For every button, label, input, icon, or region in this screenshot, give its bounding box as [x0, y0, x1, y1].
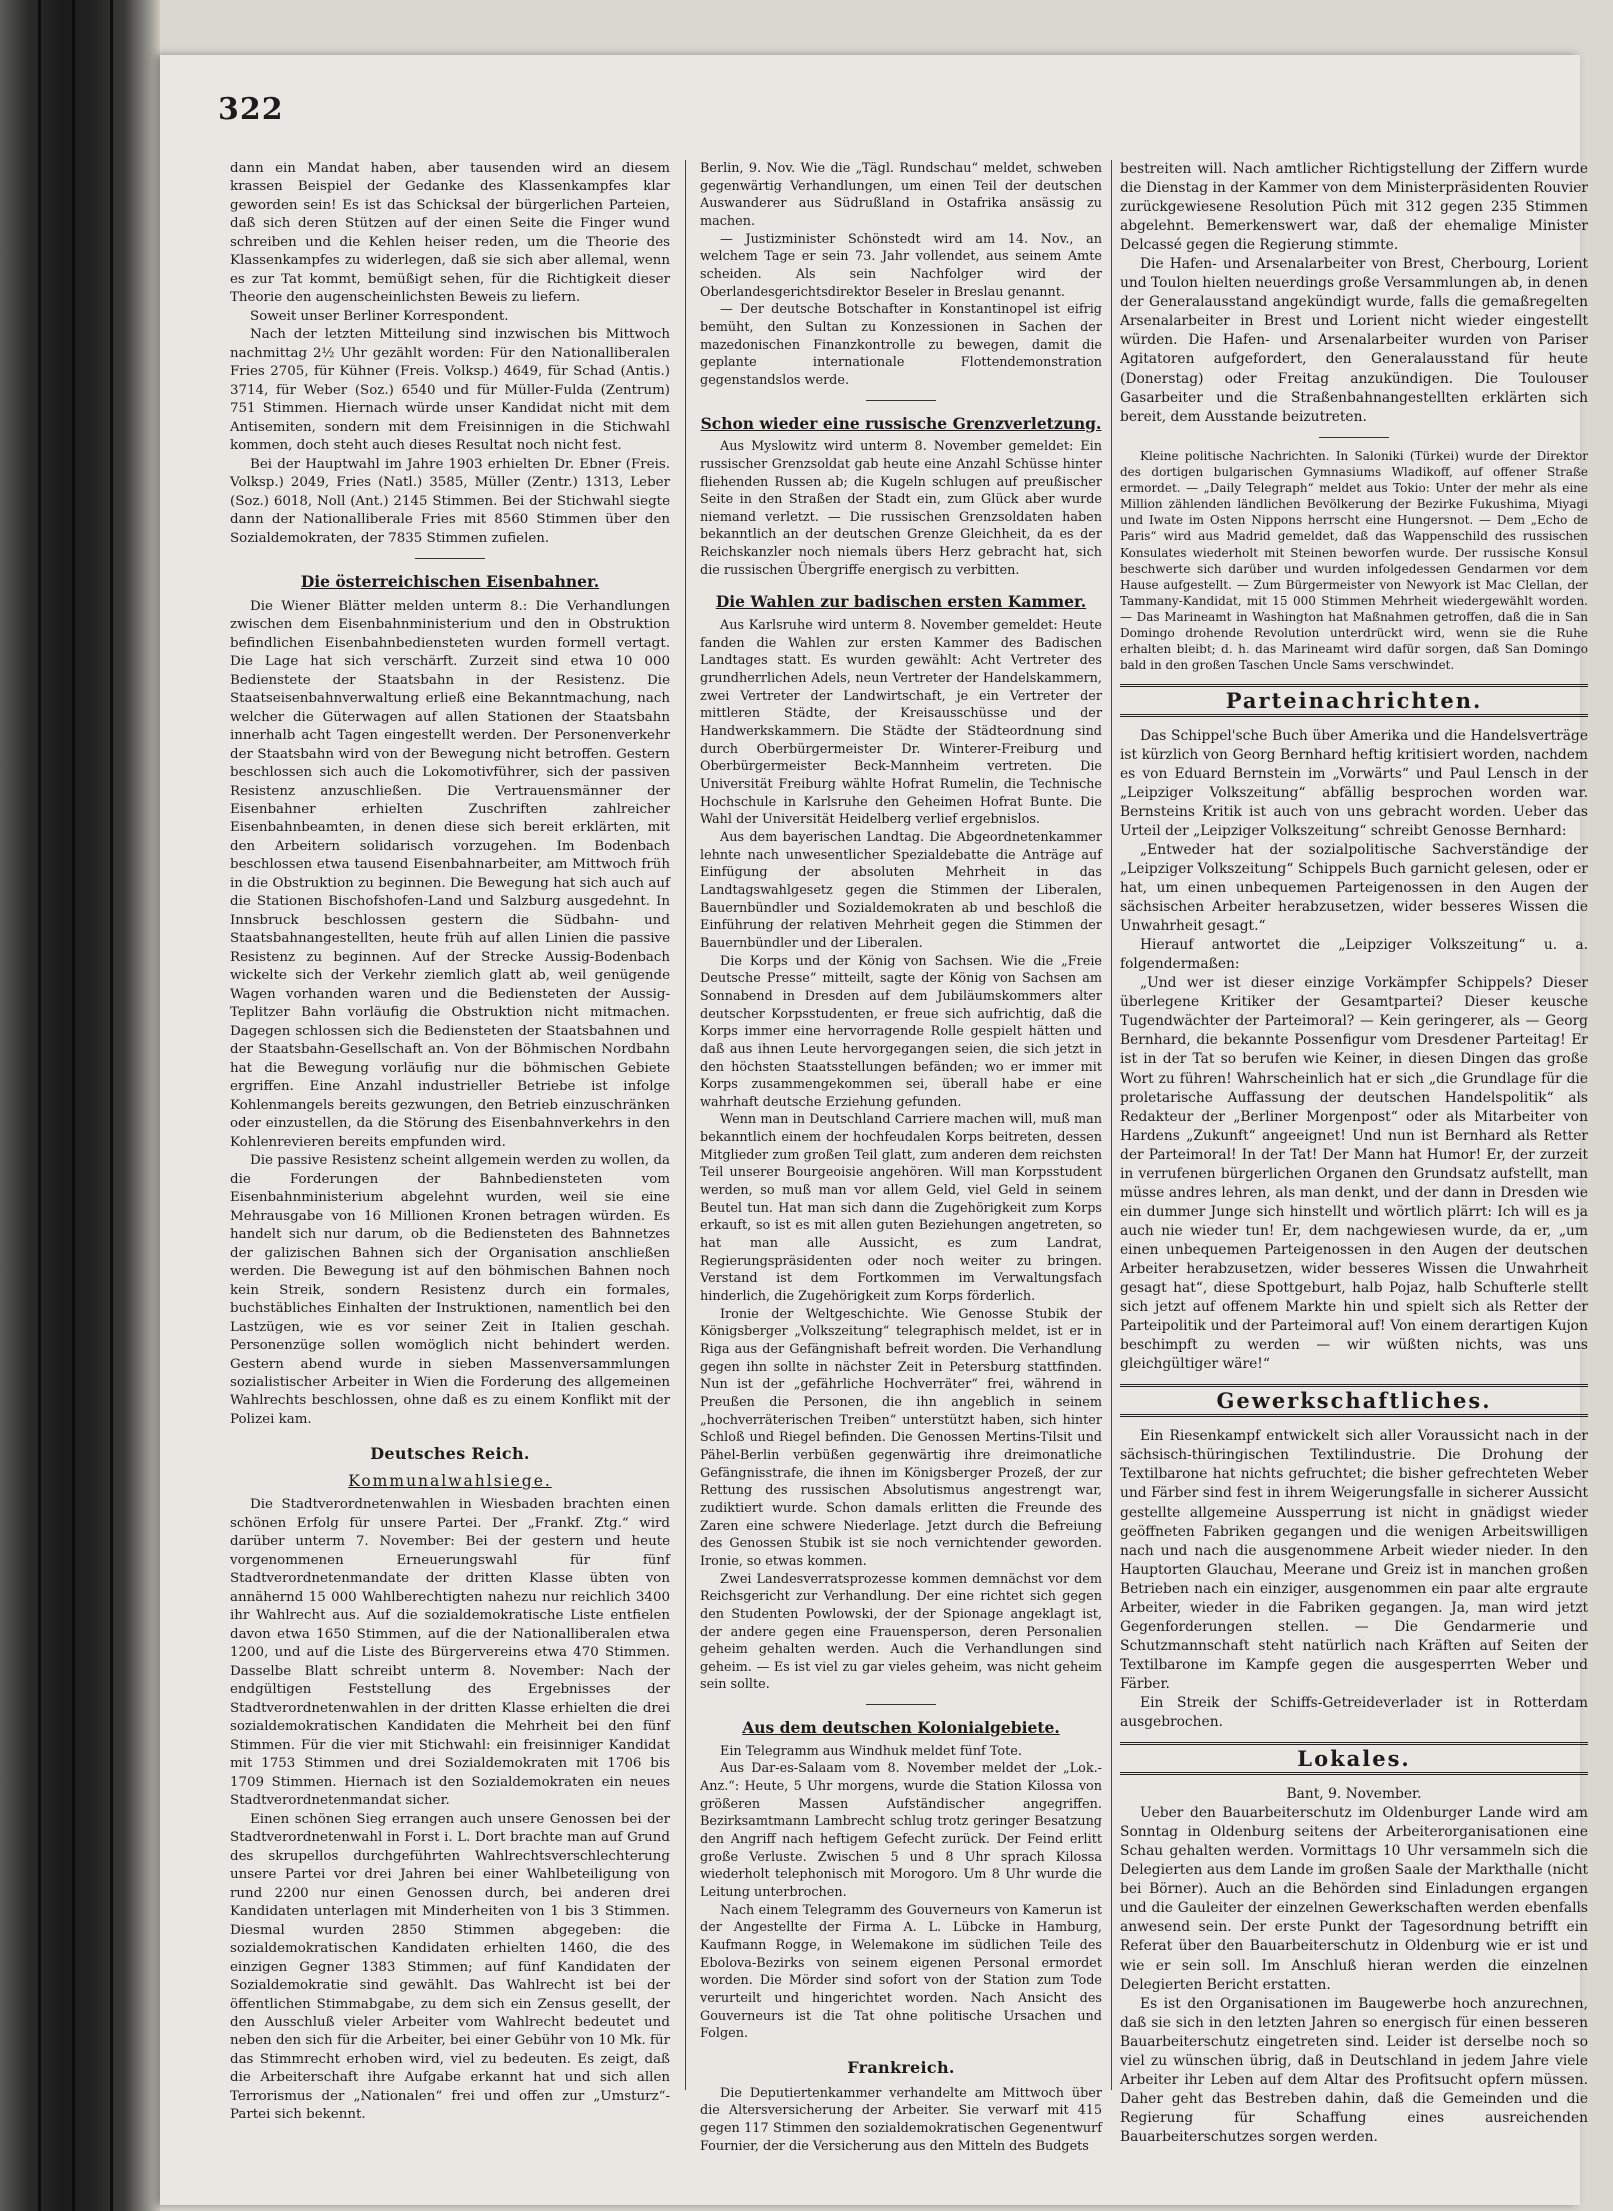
article-paragraph: bestreiten will. Nach amtlicher Richtigstellung der Ziffern wurde die Dienstag in der Kammer von dem Ministerpräsidenten Rouvier zurückgewiesene Resolution Püch mit 312 gegen 235 Stimmen abgelehnt. Bemerkenswert war, daß der ehemalige Minister Delcassé gegen die Regierung stimmte.	[1120, 161, 1588, 254]
article-paragraph: Hierauf antwortet die „Leipziger Volkszeitung“ u. a. folgendermaßen:	[1120, 937, 1588, 973]
article-paragraph: dann ein Mandat haben, aber tausenden wird an diesem krassen Beispiel der Gedanke des Klassenkampfes klar geworden sein! Es ist das Schicksal der bürgerlichen Parteien, daß sich deren Stützen auf der einen Seite die Finger wund schreiben und die Kehlen heiser reden, um die Theorie des Klassenkampfes zu widerlegen, daß sie sich aber allemal, wenn es zur Tat kommt, bemüßigt sehen, für die Richtigkeit dieser Theorie den augenscheinlichsten Beweis zu liefern.	[230, 161, 670, 306]
article-paragraph: Die Deputiertenkammer verhandelte am Mittwoch über die Altersversicherung der Arbeiter. Sie verwarf mit 415 gegen 117 Stimmen den sozialdemokratischen Gegenentwurf Fournier, der die Versicherung aus den Mitteln des Budgets	[700, 2085, 1102, 2154]
article-paragraph: Die Korps und der König von Sachsen. Wie die „Freie Deutsche Presse“ mitteilt, sagte der König von Sachsen am Sonnabend in Dresden auf dem Jubiläumskommers alter deutscher Korpsstudenten, er freue sich aufrichtig, daß die Korps immer eine hervorragende Rolle gespielt hätten und daß aus ihnen Leute hervorgegangen seien, die sich jetzt in den höchsten Staatsstellungen befänden; wo er immer mit Korps zusammengekommen sei, überall habe er eine wahrhaft deutsche Erziehung gefunden.	[700, 953, 1102, 1110]
article-paragraph: Nach einem Telegramm des Gouverneurs von Kamerun ist der Angestellte der Firma A. L. Lübcke in Hamburg, Kaufmann Rogge, in Welemakone im südlichen Teile des Ebolova-Bezirks von seinem eigenen Personal ermordet worden. Die Mörder sind sofort von der Station zum Tode verurteilt und hingerichtet worden. Nach Ansicht des Gouverneurs ist die Tat ohne politische Ursachen und Folgen.	[700, 1902, 1102, 2042]
article-paragraph: Bei der Hauptwahl im Jahre 1903 erhielten Dr. Ebner (Freis. Volksp.) 2049, Fries (Natl.) 3585, Müller (Zentr.) 1313, Leber (Soz.) 6018, Noll (Ant.) 2145 Stimmen. Bei der Stichwahl siegte dann der Nationalliberale Fries mit 8560 Stimmen über den Sozialdemokraten, der 7835 Stimmen zufielen.	[230, 456, 670, 546]
article-paragraph: „Und wer ist dieser einzige Vorkämpfer Schippels? Dieser überlegene Kritiker der Gesamtpartei? Dieser keusche Tugendwächter der Parteimoral? — Kein geringerer, als — Georg Bernhard, die bekannte Possenfigur vom Dresdener Parteitag! Er ist in der Tat so berufen wie Keiner, in diesen Dingen das große Wort zu führen! Wahrscheinlich hat er sich „die Grundlage für die proletarische Auffassung der deutschen Handelspolitik“ als Redakteur der „Berliner Morgenpost“ oder als Mitarbeiter von Hardens „Zukunft“ angeeignet! Und nun ist Bernhard als Retter der Parteimoral! In der Tat! Der Mann hat Humor! Er, der zurzeit in verrufenen bürgerlichen Organen den Grundsatz aufstellt, man müsse andres lehren, als man denkt, und der dann in Dresden wie ein dummer Junge sich hinstellt und wörtlich plärrt: Ich will es ja auch nie wieder tun! Er, dem nachgewiesen wurde, da er, „um einen unbequemen Parteigenossen in den Augen der deutschen Arbeiter herabzusetzen, wider besseres Wissen die Unwahrheit gesagt hat“, diese Spottgeburt, halb Pojaz, halb Schufterle stellt sich jetzt auf offenem Markte hin und spielt sich als Retter der Parteipolitik und der Parteimoral auf! Von einem derartigen Kujon beschimpft zu werden — wir wüßten nichts, was uns gleichgültiger wäre!“	[1120, 975, 1588, 1373]
article-paragraph: Ein Riesenkampf entwickelt sich aller Voraussicht nach in der sächsisch-thüringischen Textilindustrie. Die Drohung der Textilbarone hat nichts gefruchtet; die bisher gefrechteten Weber und Färber sind fest in ihrem Weigerungsfalle in sicherer Aussicht gestellte allgemeine Aussperrung ist nicht in gnädigst wieder geöffneten Fabriken gegangen und die wenigen Arbeitswilligen nach und nach die ausgenommene Arbeit wieder nieder. In den Hauptorten Glauchau, Meerane und Greiz ist in manchen großen Betrieben nach ein einziger, ausgenommen ein paar alte ergraute Arbeiter, wieder in die Fabriken gegangen. Ja, man wird jetzt Gegenforderungen stellen. — Die Gendarmerie und Schutzmannschaft steht natürlich nach Kräften auf Seiten der Textilbarone im Kampfe gegen die ausgesperrten Weber und Färber.	[1120, 1428, 1588, 1692]
article-paragraph: Aus dem bayerischen Landtag. Die Abgeordnetenkammer lehnte nach unwesentlicher Spezialdebatte die Anträge auf Einfügung der absoluten Mehrheit in das Landtagswahlgesetz gegen die Stimmen der Liberalen, Bauernbündler und Sozialdemokraten ab und beschloß die Einführung der relativen Mehrheit gegen die Stimmen der Bauernbündler und der Liberalen.	[700, 829, 1102, 951]
article-paragraph: — Justizminister Schönstedt wird am 14. Nov., an welchem Tage er sein 73. Jahr vollendet, aus seinem Amte scheiden. Als sein Nachfolger wird der Oberlandesgerichtsdirektor Beseler in Breslau genannt.	[700, 231, 1102, 300]
article-paragraph: Kleine politische Nachrichten. In Saloniki (Türkei) wurde der Direktor des dortigen bulgarischen Gymnasiums Wladikoff, auf offener Straße ermordet. — „Daily Telegraph“ meldet aus Tokio: Unter der mehr als eine Million zählenden ländlichen Bevölkerung der Bezirke Fukushima, Miyagi und Iwate im Osten Nippons herrscht eine Hungersnot. — Dem „Echo de Paris“ wird aus Madrid gemeldet, daß das Wappenschild des russischen Konsulates wiederholt mit Steinen beworfen wurde. Der russische Konsul beschwerte sich darüber und wurden infolgedessen Gendarmen vor dem Hause aufgestellt. — Zum Bürgermeister von Newyork ist Mac Clellan, der Tammany-Kandidat, mit 15 000 Stimmen Mehrheit wiedergewählt worden. — Das Marineamt in Washington hat Maßnahmen getroffen, daß die in San Domingo drohende Revolution unterdrückt wird, wenn sie die Ruhe erhalten bleibt; d. h. das Marineamt wird dafür sorgen, daß San Domingo bald in den großen Taschen Uncle Sams verschwindet.	[1120, 448, 1588, 673]
column-3	[1120, 160, 1588, 2147]
divider	[1319, 437, 1389, 438]
column-rule	[1111, 160, 1112, 2090]
section-box-heading: Lokales.	[1120, 1742, 1588, 1775]
article-paragraph: „Entweder hat der sozialpolitische Sachverständige der „Leipziger Volkszeitung“ Schippels Buch garnicht gelesen, oder er hat, um einen unbequemen Parteigenossen in den Augen der sächsischen Arbeiter herabzusetzen, wider besseres Wissen die Unwahrheit gesagt.“	[1120, 841, 1588, 935]
article-paragraph: Nach der letzten Mitteilung sind inzwischen bis Mittwoch nachmittag 2½ Uhr gezählt worden: Für den Nationalliberalen Fries 2705, für Kühner (Freis. Volksp.) 4649, für Schad (Antis.) 3714, für Weber (Soz.) 6540 und für Müller-Fulda (Zentrum) 751 Stimmen. Hiernach würde unser Kandidat nicht mit dem Antisemiten, sondern mit dem Freisinnigen in die Stichwahl kommen, doch steht auch dieses Resultat noch nicht fest.	[230, 327, 670, 454]
section-heading: Schon wieder eine russische Grenzverletzung.	[700, 413, 1102, 433]
dateline: Bant, 9. November.	[1286, 1786, 1422, 1803]
article-paragraph: Wenn man in Deutschland Carriere machen will, muß man bekanntlich einem der hochfeudalen Korps beitreten, dessen Mitglieder zum großen Teil glatt, zum anderen dem reichsten Teil unserer Bourgeoisie angehören. Will man Korpsstudent werden, so muß man vor allem Geld, viel Geld in seinem Beutel tun. Hat man sich dann die Zugehörigkeit zum Korps erkauft, so ist es mit allen guten Beziehungen angetreten, so hat man alle Aussicht, es zum Landrat, Regierungspräsidenten oder noch weiter zu bringen. Verstand ist dem Fortkommen im Verwaltungsfach hinderlich, die Zugehörigkeit zum Korps förderlich.	[700, 1112, 1102, 1305]
article-paragraph: Berlin, 9. Nov. Wie die „Tägl. Rundschau“ meldet, schweben gegenwärtig Verhandlungen, um einen Teil der deutschen Auswanderer aus Südrußland in Ostafrika ansässig zu machen.	[700, 161, 1102, 229]
section-heading: Die österreichischen Eisenbahner.	[300, 572, 600, 592]
article-paragraph: Die Stadtverordnetenwahlen in Wiesbaden brachten einen schönen Erfolg für unsere Partei. Der „Frankf. Ztg.“ wird darüber unterm 7. November: Bei der gestern und heute vorgenommenen Erneuerungswahl für fünf Stadtverordnetenmandate der dritten Klasse übten von annähernd 15 000 Wahlberechtigten nahezu nur reichlich 3400 ihr Wahlrecht aus. Auf die sozialdemokratische Liste entfielen davon etwa 1650 Stimmen, auf die der Nationalliberalen etwa 1200, und auf die Liste des Bürgervereins etwa 470 Stimmen. Dasselbe Blatt schreibt unterm 8. November: Nach der endgültigen Feststellung des Ergebnisses der Stadtverordnetenwahlen in der dritten Klasse erhielten die drei sozialdemokratischen Kandidaten die Mehrheit bei den fünf Stimmen. Für die vier mit Stichwahl: ein freisinniger Kandidat mit 1753 Stimmen und drei Sozialdemokraten mit 1706 bis 1709 Stimmen. Hiernach ist den Sozialdemokraten ein neues Stadtverordnetenmandat sicher.	[230, 1497, 670, 1809]
article-paragraph: Die passive Resistenz scheint allgemein werden zu wollen, da die Forderungen der Bahnbediensteten vom Eisenbahnministerium abgelehnt wurden, weil sie eine Mehrausgabe von 16 Millionen Kronen betragen würden. Es handelt sich nur darum, ob die Bediensteten des Bahnnetzes der galizischen Bahnen sich der Organisation anschließen werden. Die Bewegung ist auf den böhmischen Bahnen noch kein Streik, sondern Resistenz durch ein formales, buchstäbliches Einhalten der Instruktionen, namentlich bei den Lastzügen, wie es vor seiner Zeit in Italien geschah. Personenzüge sollen womöglich nicht behindert werden. Gestern abend wurde in sieben Massenversammlungen sozialistischer Arbeiter in Wien die Forderung des allgemeinen Wahlrechts beschlossen, ohne daß es zu einem Konflikt mit der Polizei kam.	[230, 1153, 670, 1427]
section-box-heading: Gewerkschaftliches.	[1120, 1384, 1588, 1417]
section-heading: Deutsches Reich.	[370, 1444, 530, 1464]
article-paragraph: Ironie der Weltgeschichte. Wie Genosse Stubik der Königsberger „Volkszeitung“ telegraphisch meldet, ist er in Riga aus der Gefängnishaft befreit worden. Die Verhandlung gegen ihn sollte in nächster Zeit in Petersburg stattfinden. Nun ist der „gefährliche Hochverräter“ frei, während in Preußen die Personen, die ihn angeblich in seinem „hochverräterischen Treiben“ unterstützt haben, sich hinter Schloß und Riegel befinden. Die Genossen Mertins-Tilsit und Pähel-Berlin verbüßen gegenwärtig ihre dreimonatliche Gefängnisstrafe, die ihnen im Königsberger Prozeß, der zur Rettung des russischen Absolutismus angestrengt war, zudiktiert wurde. Schon damals erlitten die Freunde des Zaren eine schwere Niederlage. Jetzt durch die Befreiung des Genossen Stubik ist sie noch vernichtender geworden. Ironie, so etwas kommen.	[700, 1306, 1102, 1569]
divider	[415, 558, 485, 559]
article-paragraph: Es ist den Organisationen im Baugewerbe hoch anzurechnen, daß sie sich in den letzten Jahren so energisch für einen besseren Bauarbeiterschutz eingetreten sind. Leider ist derselbe noch so viel zu wünschen übrig, daß in Deutschland in jedem Jahre viele Arbeiter ihr Leben auf dem Altar des Profitsucht opfern müssen. Daher geht das Bestreben dahin, daß die Gemeinden und die Regierung für Schaffung eines ausreichenden Bauarbeiterschutzes sorgen werden.	[1120, 1995, 1588, 2145]
article-paragraph: — Der deutsche Botschafter in Konstantinopel ist eifrig bemüht, den Sultan zu Konzessionen in Sachen der mazedonischen Finanzkontrolle zu bewegen, damit die geplante internationale Flottendemonstration gegenstandslos werde.	[700, 302, 1102, 388]
article-paragraph: Einen schönen Sieg errangen auch unsere Genossen bei der Stadtverordnetenwahl in Forst i. L. Dort brachte man auf Grund des skrupellos durchgeführten Wahlrechtsverschlechterung unsere Partei vor drei Jahren bei einer Wahlbeteiligung von rund 2200 nur einen Genossen durch, bei anderen drei Kandidaten unterlagen mit Minderheiten von 1 bis 3 Stimmen. Diesmal wurden 2850 Stimmen abgegeben: die sozialdemokratischen Kandidaten erhielten 1460, die des einzigen Gegner 1383 Stimmen; auf fünf Kandidaten der Sozialdemokratie sind gewählt. Das Wahlrecht ist bei der öffentlichen Stimmabgabe, zu dem sich ein Zensus gesellt, der den Ausschluß vieler Arbeiter vom Wahlrecht bedeutet und neben den sich für die Arbeiter, bei einer Gebühr von 10 Mk. für das Stimmrecht erhoben wird, viel zu bedeuten. Es zeigt, daß die Arbeiterschaft ihre Aufgabe erkannt hat und sich allen Terrorismus der „Nationalen“ frei und offen zur „Umsturz“-Partei sich bekennt.	[230, 1811, 670, 2123]
article-paragraph: Zwei Landesverratsprozesse kommen demnächst vor dem Reichsgericht zur Verhandlung. Der eine richtet sich gegen den Studenten Powlowski, der der Spionage angeklagt ist, der andere gegen eine Frauensperson, deren Personalien geheim gehalten werden. Auch die Verhandlungen sind geheim. — Es ist viel zu gar vieles geheim, was nicht geheim sein sollte.	[700, 1571, 1102, 1693]
article-paragraph: Aus Karlsruhe wird unterm 8. November gemeldet: Heute fanden die Wahlen zur ersten Kammer des Badischen Landtages statt. Es wurden gewählt: Acht Vertreter des grundherrlichen Adels, neun Vertreter der Handelskammern, zwei Vertreter der Landwirtschaft, je ein Vertreter der mittleren Städte, der Kreisausschüsse und der Handwerkskammern. Die Städte der Städteordnung sind durch Oberbürgermeister Dr. Winterer-Freiburg und Oberbürgermeister Beck-Mannheim vertreten. Die Universität Freiburg wählte Hofrat Rumelin, die Technische Hochschule in Karlsruhe den Geheimen Hofrat Bunte. Die Wahl der Universität Heidelberg verlief ergebnislos.	[700, 618, 1102, 828]
section-heading: Frankreich.	[847, 2057, 955, 2077]
divider	[866, 400, 936, 401]
subsection-heading: Kommunalwahlsiege.	[348, 1471, 552, 1490]
article-paragraph: Ein Streik der Schiffs-Getreideverlader ist in Rotterdam ausgebrochen.	[1120, 1694, 1588, 1731]
article-paragraph: Soweit unser Berliner Korrespondent.	[250, 308, 509, 324]
article-paragraph: Aus Dar-es-Salaam vom 8. November meldet der „Lok.-Anz.“: Heute, 5 Uhr morgens, wurde die Station Kilossa von größeren Massen Aufständischer angegriffen. Bezirksamtmann Lambrecht schlug trotz geringer Besatzung den Angriff nach heftigem Gefecht zurück. Der Feind erlitt große Verluste. Zwischen 5 und 8 Uhr sprach Kilossa wiederholt telephonisch mit Morogoro. Um 8 Uhr wurde die Leitung unterbrochen.	[700, 1761, 1102, 1901]
article-paragraph: Das Schippel'sche Buch über Amerika und die Handelsverträge ist kürzlich von Georg Bernhard heftig kritisiert worden, nachdem es von Eduard Bernstein im „Vorwärts“ und Paul Lensch in der „Leipziger Volkszeitung“ abfällig besprochen worden war. Bernsteins Kritik ist auch von uns gebracht worden. Ueber das Urteil der „Leipziger Volkszeitung“ schreibt Genosse Bernhard:	[1120, 727, 1588, 839]
section-box-heading: Parteinachrichten.	[1120, 684, 1588, 717]
article-paragraph: Ueber den Bauarbeiterschutz im Oldenburger Lande wird am Sonntag in Oldenburg seitens der Arbeiterorganisationen eine Schau gehalten werden. Vormittags 10 Uhr versammeln sich die Delegierten aus dem Lande im großen Saale der Markthalle (nicht bei Börner). Auch an die Behörden sind Einladungen ergangen und die Gauleiter der einzelnen Gewerkschaften werden ebenfalls anwesend sein. Der erste Punkt der Tagesordnung betrifft ein Referat über den Bauarbeiterschutz in Oldenburg wie er ist und wie er sein soll. Im Anschluß hieran werden die einzelnen Delegierten Bericht erstatten.	[1120, 1805, 1588, 1993]
column-rule	[685, 160, 686, 2090]
section-heading: Aus dem deutschen Kolonialgebiete.	[742, 1718, 1060, 1738]
column-1	[230, 160, 670, 2125]
column-2	[700, 160, 1102, 2155]
article-paragraph: Ein Telegramm aus Windhuk meldet fünf Tote.	[720, 1743, 1022, 1759]
page-number: 322	[218, 92, 284, 127]
divider	[866, 1704, 936, 1705]
article-paragraph: Aus Myslowitz wird unterm 8. November gemeldet: Ein russischer Grenzsoldat gab heute eine Anzahl Schüsse hinter fliehenden Russen ab; die Kugeln schlugen auf preußischer Seite in den Straßen der Stadt ein, zum Glück aber wurde niemand verletzt. — Die russischen Grenzsoldaten haben bekanntlich an der deutschen Grenze Gleichheit, da es der Reichskanzler noch niemals übers Herz gebracht hat, sich die russischen Übergriffe energisch zu verbitten.	[700, 439, 1102, 578]
section-heading: Die Wahlen zur badischen ersten Kammer.	[715, 592, 1087, 612]
article-paragraph: Die Wiener Blätter melden unterm 8.: Die Verhandlungen zwischen dem Eisenbahnministerium und den in Obstruktion befindlichen Eisenbahnbediensteten wurden formell vertagt. Die Lage hat sich verschärft. Zurzeit sind etwa 10 000 Bedienstete der Staatsbahn in der Resistenz. Die Staatseisenbahnverwaltung erließ eine Bekanntmachung, nach welcher die Güterwagen auf allen Stationen der Staatsbahn innerhalb acht Tagen eingestellt werden. Der Personenverkehr der Staatsbahn wird von der Bewegung nicht betroffen. Gestern beschlossen sich auch die Lokomotivführer, sich der passiven Resistenz anzuschließen. Die Vertrauensmänner der Eisenbahner erhielten Zuschriften zahlreicher Eisenbahnbeamten, in denen diese sich bereit erklärten, mit den Arbeitern solidarisch vorzugehen. Im Bodenbach beschlossen etwa tausend Eisenbahnarbeiter, am Mittwoch früh in die Obstruktion zu beginnen. Die Bewegung hat sich auch auf die Stationen Bischofshofen-Land und Salzburg ausgedehnt. In Innsbruck beschlossen gestern die Südbahn- und Staatsbahnangestellten, heute früh auf allen Linien die passive Resistenz zu beginnen. Auf der Strecke Aussig-Bodenbach wickelte sich der Verkehr ziemlich glatt ab, weil genügende Wagen vorhanden waren und die Bediensteten der Aussig-Teplitzer Bahn vorläufig die Obstruktion nicht mitmachen. Dagegen schlossen sich die Bediensteten der Staatsbahnen und der Staatsbahn-Gesellschaft an. Von der Böhmischen Nordbahn hat die Bewegung vorläufig nur die böhmischen Gebiete ergriffen. Eine Anzahl industrieller Betriebe ist infolge Kohlenmangels bereits gezwungen, den Betrieb einzuschränken oder einzustellen, da die Störung des Eisenbahnverkehrs in den Kohlenrevieren bereits empfunden wird.	[230, 598, 670, 1150]
book-binding	[0, 0, 160, 2211]
article-paragraph: Die Hafen- und Arsenalarbeiter von Brest, Cherbourg, Lorient und Toulon hielten neuerdings große Versammlungen ab, in denen der Generalausstand angekündigt wurde, falls die gemaßregelten Arsenalarbeiter in Brest und Lorient nicht wieder eingestellt würden. Die Hafen- und Arsenalarbeiter wurden von Pariser Agitatoren aufgefordert, den Generalausstand für heute (Donerstag) oder Freitag anzukündigen. Die Toulouser Gasarbeiter und die Straßenbahnangestellten erklärten sich bereit, dem Ausstande beizutreten.	[1120, 256, 1588, 425]
